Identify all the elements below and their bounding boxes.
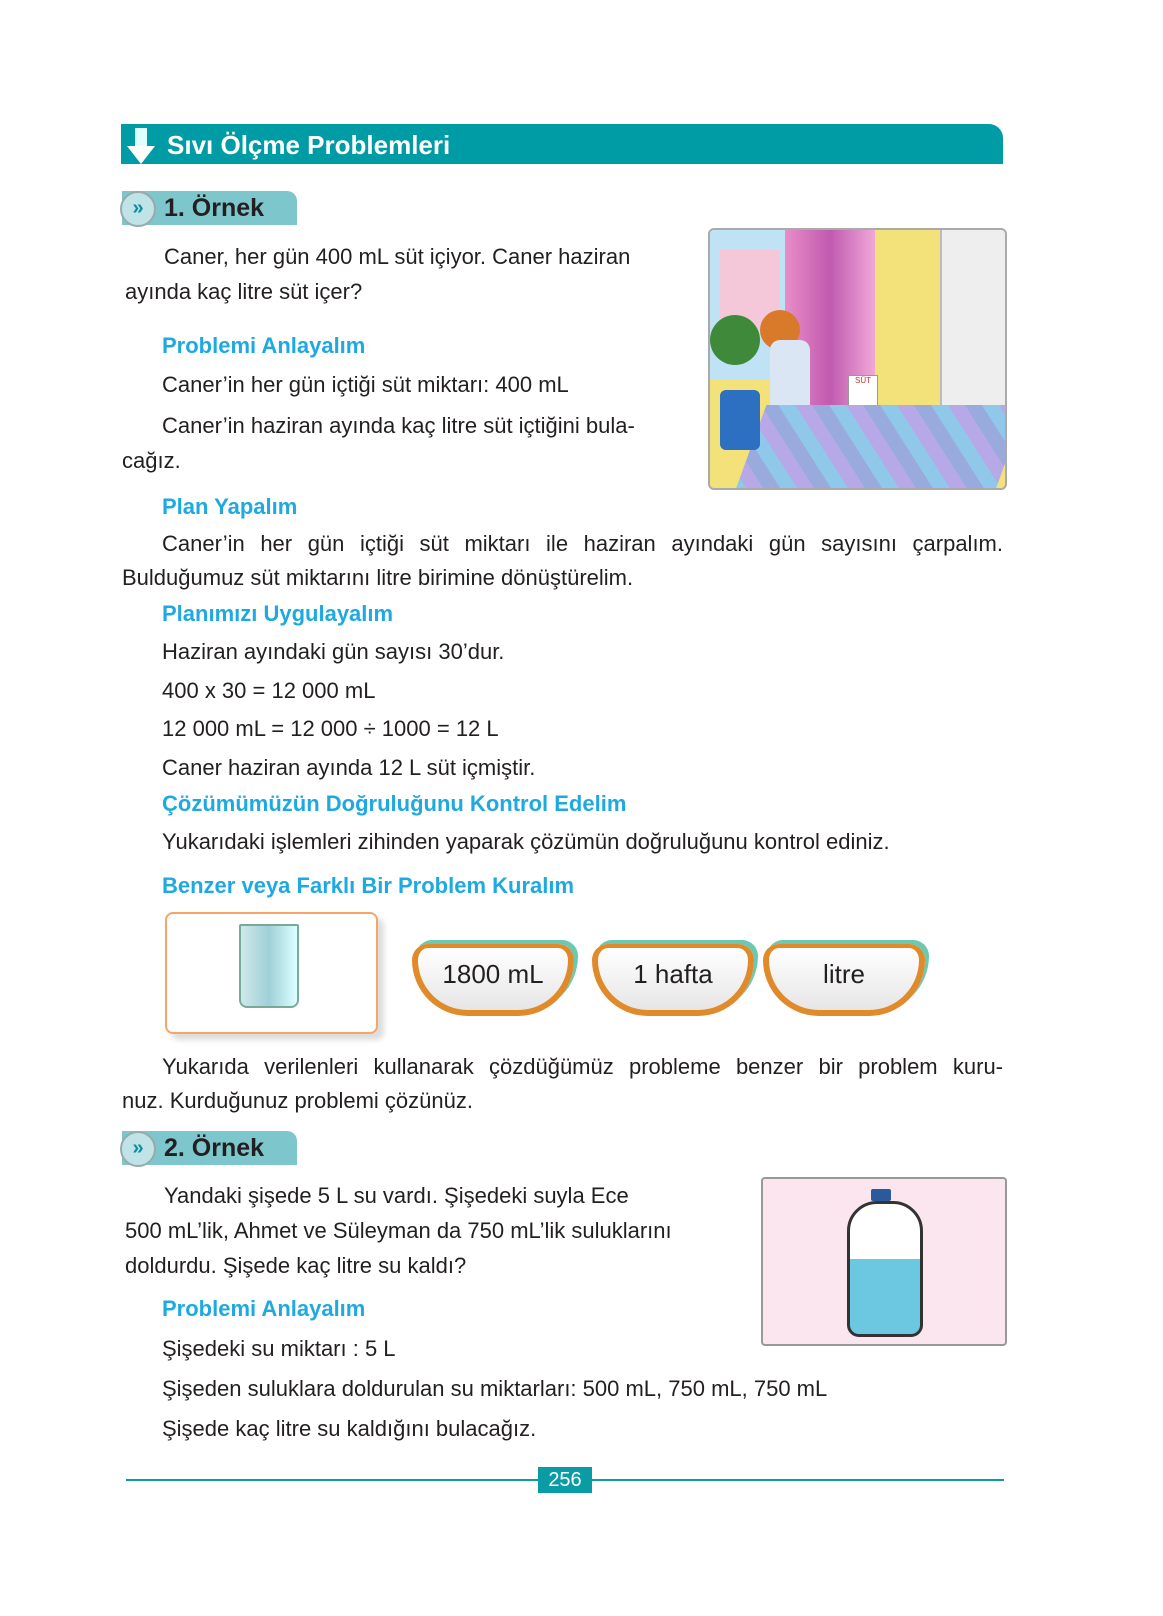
heading-plan: Plan Yapalım — [162, 494, 298, 519]
text-line: cağız. — [122, 448, 181, 473]
text-line: Şişede kaç litre su kaldığını bulacağız. — [162, 1416, 537, 1441]
water-bottle-illustration — [761, 1177, 1007, 1346]
value-card-1800ml: 1800 mL — [412, 944, 574, 1016]
milk-carton-label: SÜT — [848, 375, 878, 419]
section-title: Sıvı Ölçme Problemleri — [167, 130, 451, 160]
text-line: Yukarıda verilenleri kullanarak çözdüğümüz probleme benzer bir problem kuru- — [162, 1054, 1003, 1079]
heading-apply: Planımızı Uygulayalım — [162, 601, 394, 626]
text-line: 400 x 30 = 12 000 mL — [162, 678, 376, 703]
section-title-bar — [121, 124, 1003, 164]
heading-understand: Problemi Anlayalım — [162, 1296, 366, 1321]
question-text: Yandaki şişede 5 L su vardı. Şişedeki suyla Ece — [164, 1183, 629, 1208]
text-line: Caner’in haziran ayında kaç litre süt içtiğini bula- — [162, 413, 635, 438]
double-chevron-icon: » — [120, 1131, 156, 1167]
heading-understand: Problemi Anlayalım — [162, 333, 366, 358]
text-line: Caner’in her gün içtiği süt miktarı ile haziran ayındaki gün sayısını çarpalım. — [162, 531, 1003, 556]
question-text: doldurdu. Şişede kaç litre su kaldı? — [125, 1253, 467, 1278]
text-line: 12 000 mL = 12 000 ÷ 1000 = 12 L — [162, 716, 499, 741]
down-arrow-icon — [127, 128, 155, 164]
text-line: Haziran ayındaki gün sayısı 30’dur. — [162, 639, 505, 664]
text-line: Şişeden suluklara doldurulan su miktarları: 500 mL, 750 mL, 750 mL — [162, 1376, 828, 1401]
value-card-1-week: 1 hafta — [592, 944, 754, 1016]
question-text: ayında kaç litre süt içer? — [125, 279, 363, 304]
text-line: Bulduğumuz süt miktarını litre birimine dönüştürelim. — [122, 565, 634, 590]
text-line: Yukarıdaki işlemleri zihinden yaparak çözümün doğruluğunu kontrol ediniz. — [162, 829, 890, 854]
question-text: 500 mL’lik, Ahmet ve Süleyman da 750 mL’lik suluklarını — [125, 1218, 672, 1243]
text-line: Caner’in her gün içtiği süt miktarı: 400 mL — [162, 372, 569, 397]
double-chevron-icon: » — [120, 191, 156, 227]
example-2-badge — [122, 1131, 297, 1165]
value-card-litre: litre — [763, 944, 925, 1016]
text-line: Şişedeki su miktarı : 5 L — [162, 1336, 396, 1361]
boy-drinking-milk-illustration — [708, 228, 1007, 490]
example-1-badge — [122, 191, 297, 225]
page-number: 256 — [538, 1467, 592, 1493]
text-line: Caner haziran ayında 12 L süt içmiştir. — [162, 755, 536, 780]
example-2-label: 2. Örnek — [164, 1134, 265, 1162]
example-1-label: 1. Örnek — [164, 194, 265, 222]
glass-of-water-illustration — [165, 912, 378, 1034]
question-text: Caner, her gün 400 mL süt içiyor. Caner haziran — [164, 244, 631, 269]
heading-create: Benzer veya Farklı Bir Problem Kuralım — [162, 873, 575, 898]
heading-check: Çözümümüzün Doğruluğunu Kontrol Edelim — [162, 791, 627, 816]
text-line: nuz. Kurduğunuz problemi çözünüz. — [122, 1088, 473, 1113]
